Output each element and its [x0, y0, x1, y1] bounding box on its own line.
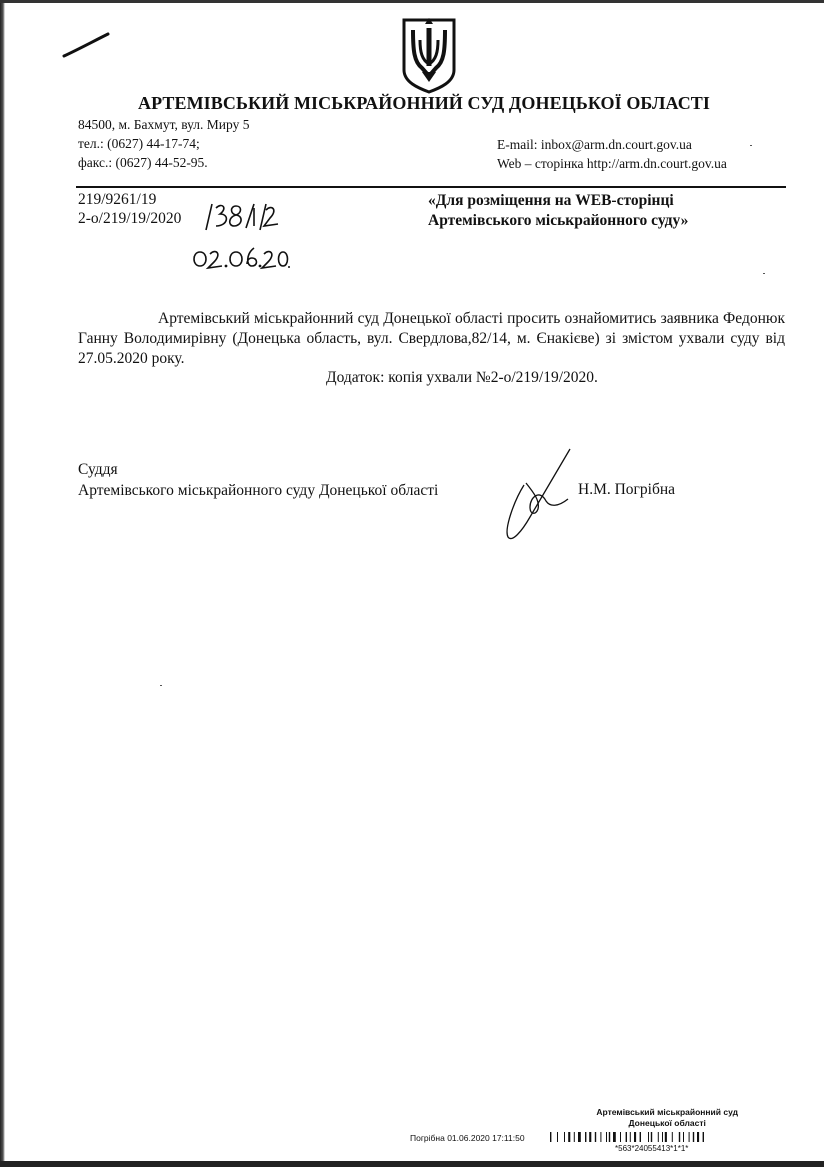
- scan-edge-left: [0, 0, 5, 1167]
- footer-court-name: [596, 1107, 738, 1129]
- judge-role: [78, 459, 438, 501]
- court-phone: тел.: (0627) 44-17-74;: [78, 136, 200, 151]
- web-publication-note: [428, 191, 688, 231]
- scan-speck: [763, 273, 765, 274]
- court-address-block: [78, 115, 249, 172]
- scan-speck: [160, 685, 162, 686]
- court-email: E-mail: inbox@arm.dn.court.gov.ua: [497, 137, 692, 152]
- letter-body: [78, 309, 785, 369]
- court-fax: факс.: (0627) 44-52-95.: [78, 155, 208, 170]
- judge-role-title: Суддя: [78, 461, 118, 478]
- court-address: 84500, м. Бахмут, вул. Миру 5: [78, 117, 250, 132]
- court-title: АРТЕМІВСЬКИЙ МІСЬКРАЙОННИЙ СУД ДОНЕЦЬКОЇ ОБЛАСТІ: [137, 93, 711, 113]
- handwritten-registration-number: [200, 200, 282, 234]
- handwritten-registration-date: [190, 244, 290, 270]
- letterhead-divider: [76, 186, 786, 188]
- footer-court-line-2: Донецької області: [628, 1118, 706, 1128]
- coat-of-arms-emblem: [400, 16, 458, 94]
- footer-signer-timestamp: Погрібна 01.06.2020 17:11:50: [410, 1133, 525, 1143]
- document-barcode: [550, 1132, 785, 1142]
- electronic-registration-footer: [410, 1107, 790, 1157]
- web-note-line-1: «Для розміщення на WEB-сторінці: [428, 192, 674, 209]
- scan-edge-bottom: [0, 1161, 824, 1167]
- scan-edge-top: [0, 0, 824, 3]
- judge-handwritten-signature: [500, 445, 576, 545]
- judge-court: Артемівського міськрайонного суду Донецької області: [78, 482, 439, 499]
- footer-court-line-1: Артемівський міськрайонний суд: [596, 1107, 738, 1117]
- case-number: 219/9261/19: [78, 191, 157, 208]
- scan-speck: [750, 145, 752, 146]
- barcode-text: *563*24055413*1*1*: [615, 1144, 689, 1153]
- pen-stroke-mark: [62, 30, 112, 60]
- attachment-note: Додаток: копія ухвали №2-о/219/19/2020.: [326, 369, 598, 386]
- body-paragraph: Артемівський міськрайонний суд Донецької області просить ознайомитись заявника Федонюк Ганну Володимирівну (Донецька область, вул. Свердлова,82/14, м. Єнакієве) зі змістом ухвали суду від 27.05.2020 року.: [78, 310, 785, 367]
- court-website: Web – сторінка http://arm.dn.court.gov.ua: [497, 156, 727, 171]
- case-references: [78, 190, 181, 228]
- court-contacts-block: [497, 135, 727, 173]
- judge-name: Н.М. Погрібна: [578, 481, 676, 498]
- web-note-line-2: Артемівського міськрайонного суду»: [428, 212, 689, 229]
- proceeding-number: 2-о/219/19/2020: [78, 210, 182, 227]
